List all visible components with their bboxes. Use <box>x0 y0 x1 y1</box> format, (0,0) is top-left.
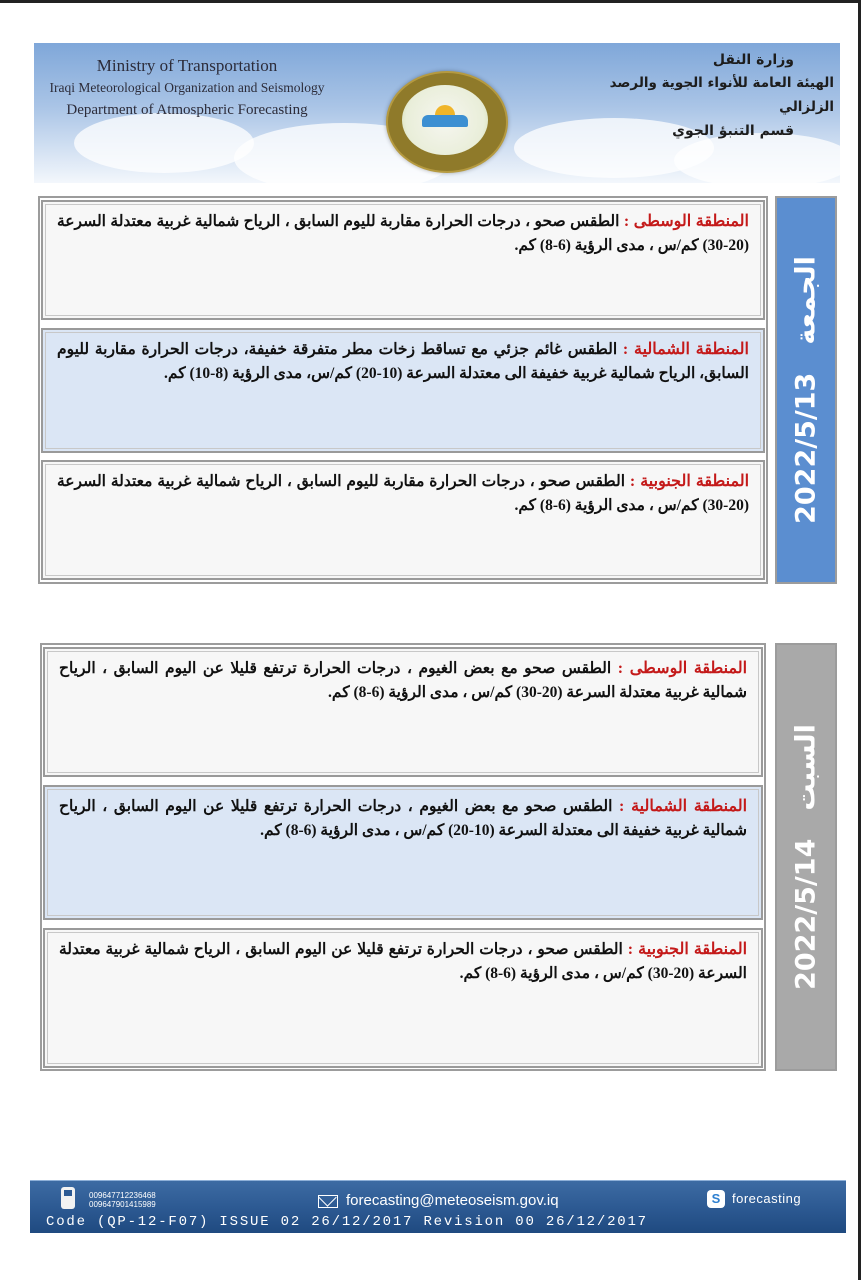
region-name: المنطقة الشمالية : <box>622 341 749 358</box>
footer-bar <box>30 1180 846 1233</box>
region-text-block <box>59 657 747 705</box>
region-text: الطقس صحو ، درجات الحرارة ترتفع قليلا عن اليوم السابق ، الرياح شمالية غربية معتدلة السرعة (20-30) كم/س ، مدى الرؤية (6-8) كم. <box>59 941 747 982</box>
header-english <box>42 55 332 121</box>
region-forecast-north <box>43 785 763 920</box>
region-text-block <box>59 795 747 843</box>
ministry-name-en: Ministry of Transportation <box>96 56 278 75</box>
day-date: 2022/5/13 <box>790 372 822 524</box>
region-text: الطقس صحو مع بعض الغيوم ، درجات الحرارة ترتفع قليلا عن اليوم السابق ، الرياح شمالية غربية معتدلة السرعة (20-30) كم/س ، مدى الرؤية (6-8) كم. <box>59 660 747 701</box>
day-date: 2022/5/14 <box>790 838 822 990</box>
region-name: المنطقة الجنوبية : <box>627 941 748 958</box>
header-banner <box>34 43 840 183</box>
contact-email[interactable]: forecasting@meteoseism.gov.iq <box>346 1192 559 1209</box>
day-sidebar <box>775 643 837 1071</box>
phone-number-1: 009647712236468 <box>89 1191 156 1200</box>
day-name: الجمعة <box>790 256 822 345</box>
region-forecast-north <box>41 328 765 453</box>
region-text-block <box>57 470 749 518</box>
header-arabic <box>554 49 834 143</box>
ministry-name-ar: وزارة النقل <box>712 52 794 68</box>
region-text-block <box>57 210 749 258</box>
region-text: الطقس صحو ، درجات الحرارة مقاربة لليوم السابق ، الرياح شمالية غربية معتدلة السرعة (20-30) كم/س ، مدى الرؤية (6-8) كم. <box>57 213 749 254</box>
region-name: المنطقة الشمالية : <box>619 798 748 815</box>
department-name-en: Department of Atmospheric Forecasting <box>66 102 308 118</box>
day-label <box>791 256 822 524</box>
phone-icon <box>61 1187 75 1209</box>
organization-name-en: Iraqi Meteorological Organization and Seismology <box>49 80 325 95</box>
day-label <box>791 724 822 990</box>
region-forecast-south <box>43 928 763 1068</box>
phone-number-2: 009647901415989 <box>89 1200 156 1209</box>
region-text: الطقس غائم جزئي مع تساقط زخات مطر متفرقة خفيفة، درجات الحرارة مقاربة لليوم السابق، الرياح شمالية غربية خفيفة الى معتدلة السرعة (10-20) كم/س، مدى الرؤية (8-10) كم. <box>57 341 749 382</box>
region-name: المنطقة الوسطى : <box>617 660 748 677</box>
logo-wave-icon <box>422 115 468 127</box>
phone-numbers <box>89 1191 156 1209</box>
region-text-block <box>59 938 747 986</box>
top-border <box>0 0 861 3</box>
day-sidebar <box>775 196 837 584</box>
region-text: الطقس صحو مع بعض الغيوم ، درجات الحرارة ترتفع قليلا عن اليوم السابق ، الرياح شمالية غربية خفيفة الى معتدلة السرعة (10-20) كم/س ، مدى الرؤية (6-8) كم. <box>59 798 747 839</box>
organization-logo-icon <box>386 71 508 173</box>
region-text-block <box>57 338 749 386</box>
region-forecast-central <box>41 200 765 320</box>
skype-handle[interactable]: forecasting <box>732 1191 802 1206</box>
region-forecast-central <box>43 647 763 777</box>
region-forecast-south <box>41 460 765 580</box>
region-name: المنطقة الجنوبية : <box>629 473 750 490</box>
day-name: السبت <box>790 724 822 811</box>
cloud-shape <box>74 113 254 173</box>
organization-name-ar: الهيئة العامة للأنواء الجوية والرصد الزلزالي <box>609 75 834 115</box>
logo-inner <box>402 85 488 155</box>
department-name-ar: قسم التنبؤ الجوي <box>672 123 794 139</box>
skype-icon: S <box>707 1190 725 1208</box>
region-text: الطقس صحو ، درجات الحرارة مقاربة لليوم السابق ، الرياح شمالية غربية معتدلة السرعة (20-30) كم/س ، مدى الرؤية (6-8) كم. <box>57 473 749 514</box>
region-name: المنطقة الوسطى : <box>623 213 750 230</box>
document-code: Code (QP-12-F07) ISSUE 02 26/12/2017 Revision 00 26/12/2017 <box>46 1214 648 1230</box>
mail-icon <box>318 1195 338 1208</box>
